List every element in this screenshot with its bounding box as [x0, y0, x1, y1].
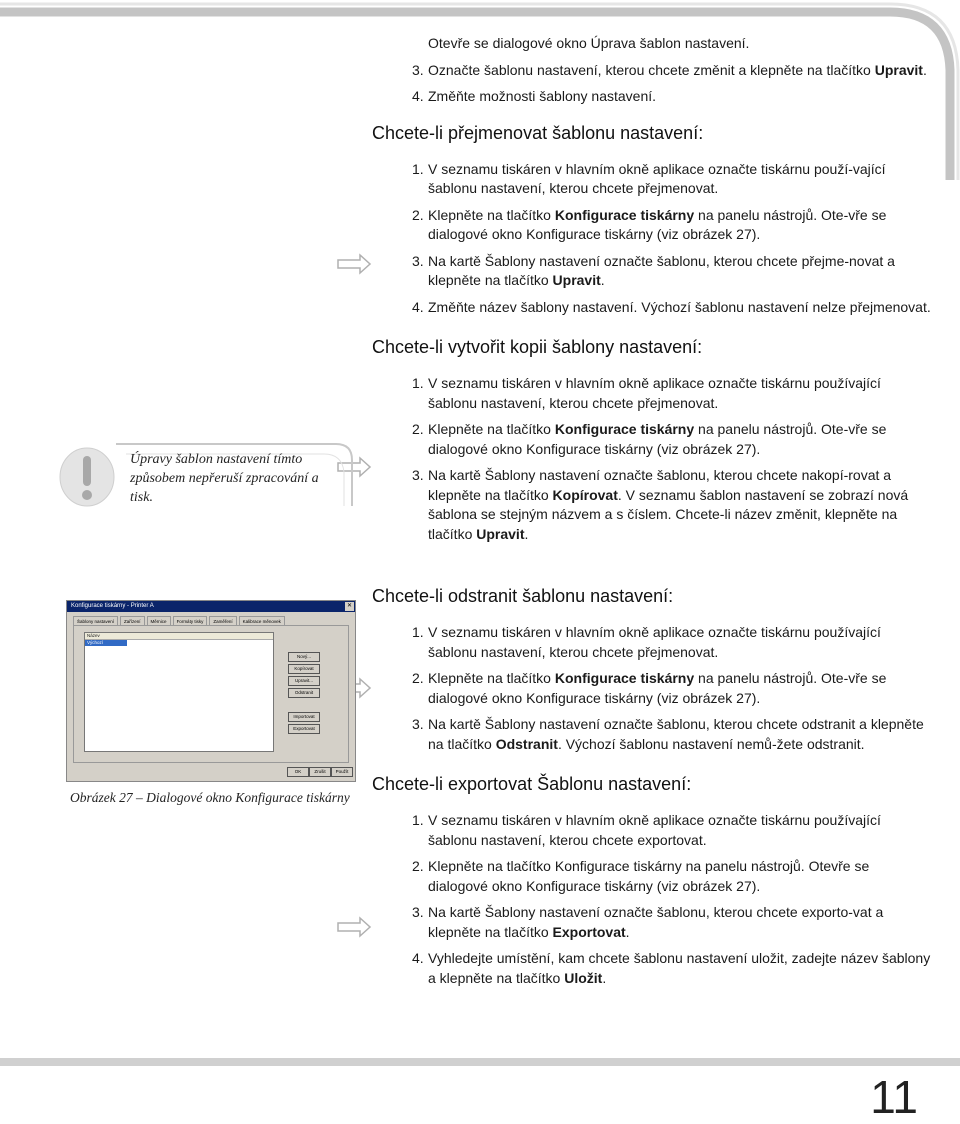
list-item [372, 34, 932, 54]
dialog-button[interactable]: Kopírovat [288, 664, 320, 674]
bottom-rule [0, 1058, 960, 1066]
warning-icon [58, 446, 116, 508]
list-item [372, 623, 932, 662]
step-number: 1. [412, 624, 424, 640]
heading-rename: Chcete-li přejmenovat šablonu nastavení: [372, 122, 704, 143]
dialog-tab[interactable]: Zaměření [209, 616, 236, 625]
step-text: Změňte možnosti šablony nastavení. [428, 88, 657, 104]
button-name: Upravit [552, 272, 601, 288]
printer-config-dialog-screenshot [66, 600, 356, 782]
button-name: Exportovat [552, 923, 626, 940]
button-name: Uložit [564, 969, 603, 986]
step-text: na panelu nástrojů. Ote-vře se dialogové okno Konfigurace tiskárny (viz obrázek 27). [428, 421, 887, 457]
step-number: 2. [412, 206, 424, 223]
page-number: 11 [870, 1071, 918, 1123]
step-text: . Výchozí šablonu nastavení nemů-žete odstranit. [557, 735, 865, 752]
list-item [372, 160, 932, 199]
step-text: na panelu nástrojů. Ote-vře se dialogové okno Konfigurace tiskárny (viz obrázek 27). [428, 206, 887, 242]
step-text: . [922, 61, 927, 78]
step-text: Klepněte na tlačítko Konfigurace tiskárny na panelu nástrojů. Otevře se dialogové okno Konfigurace tiskárny (viz obrázek 27). [428, 858, 870, 894]
step-text: . [625, 923, 630, 940]
step-number: 1. [412, 160, 424, 177]
step-text: V seznamu tiskáren v hlavním okně aplikace označte tiskárnu používající šablonu nastavení, kterou chcete exportovat. [428, 812, 881, 848]
list-item [372, 420, 932, 459]
step-text: Na kartě Šablony nastavení označte šablonu, kterou chcete exporto-vat a klepněte na tlačítko [428, 904, 884, 940]
step-text: Vyhledejte umístění, kam chcete šablonu nastavení uložit, zadejte název šablony a klepněte na tlačítko [428, 950, 931, 986]
step-number: 1. [412, 812, 424, 828]
dialog-tab[interactable]: Zařízení [120, 616, 145, 625]
list-item [372, 715, 932, 754]
step-text: Klepněte na tlačítko [428, 421, 555, 437]
list-item [372, 61, 932, 81]
step-text: Na kartě Šablony nastavení označte šablonu, kterou chcete nakopí-rovat a klepněte na tlačítko [428, 467, 892, 503]
step-number: 2. [412, 858, 424, 874]
step-text: Změňte název šablony nastavení. Výchozí šablonu nastavení nelze přejmenovat. [428, 298, 931, 315]
dialog-bottom-button[interactable]: Zrušit [309, 767, 331, 777]
dialog-bottom-button[interactable]: Použít [331, 767, 353, 777]
dialog-tab[interactable]: Kalibrace měnovek [239, 616, 285, 625]
step-text: Na kartě Šablony nastavení označte šablonu, kterou chcete přejme-novat a klepněte na tlačítko [428, 252, 895, 288]
dialog-title: Konfigurace tiskárny - Printer A [67, 601, 355, 612]
step-text: . V seznamu šablon nastavení se zobrazí nová šablona se stejným názvem a s číslem. Chcete-li název změnit, klepněte na tlačítko [428, 486, 909, 542]
list-item [372, 87, 932, 107]
list-item [372, 374, 932, 413]
step-number: 3. [412, 716, 424, 732]
step-text: Klepněte na tlačítko [428, 670, 555, 686]
list-header: Název [85, 633, 273, 640]
dialog-button[interactable]: Odstranit [288, 688, 320, 698]
button-name: Odstranit [495, 735, 558, 752]
button-name: Upravit [476, 525, 525, 542]
step-text: . [602, 969, 607, 986]
list-item [372, 252, 932, 291]
dialog-button[interactable]: Upravit... [288, 676, 320, 686]
list-item [372, 206, 932, 245]
step-text: . [600, 272, 605, 288]
step-text: Otevře se dialogové okno Úprava šablon nastavení. [428, 35, 750, 51]
button-name: Konfigurace tiskárny [554, 206, 695, 223]
step-text: Na kartě Šablony nastavení označte šablonu, kterou chcete odstranit a klepněte na tlačítko [428, 716, 924, 752]
dialog-button[interactable]: Exportovat [288, 724, 320, 734]
heading-delete: Chcete-li odstranit šablonu nastavení: [372, 586, 674, 606]
dialog-tab[interactable]: Měrnice [147, 616, 171, 625]
step-text: na panelu nástrojů. Ote-vře se dialogové okno Konfigurace tiskárny (viz obrázek 27). [428, 670, 887, 706]
dialog-tab[interactable]: Šablony nastavení [73, 616, 118, 625]
list-item [372, 811, 932, 850]
note-text: Úpravy šablon nastavení tímto způsobem nepřeruší zpracování a tisk. [130, 452, 319, 505]
dialog-panel [73, 625, 349, 763]
figure-caption: Obrázek 27 – Dialogové okno Konfigurace tiskárny [70, 790, 350, 805]
step-text: Klepněte na tlačítko [428, 206, 555, 223]
list-item [372, 298, 932, 318]
step-number: 3. [412, 467, 424, 483]
template-list [84, 632, 274, 752]
heading-copy: Chcete-li vytvořit kopii šablony nastavení: [372, 337, 703, 357]
step-number: 3. [412, 61, 424, 78]
list-item [372, 669, 932, 708]
step-text: Označte šablonu nastavení, kterou chcete změnit a klepněte na tlačítko [428, 61, 875, 78]
close-icon: ✕ [346, 603, 353, 609]
step-number: 1. [412, 375, 424, 391]
step-text: V seznamu tiskáren v hlavním okně aplikace označte tiskárnu používající šablonu nastavení, kterou chcete přejmenovat. [428, 624, 881, 660]
step-text: . [524, 525, 529, 542]
dialog-button[interactable]: Nový... [288, 652, 320, 662]
step-number: 4. [412, 88, 424, 104]
main-content [372, 34, 932, 995]
step-number: 4. [412, 950, 424, 966]
button-name: Konfigurace tiskárny [554, 670, 695, 686]
step-number: 2. [412, 421, 424, 437]
step-number: 4. [412, 298, 424, 315]
step-number: 3. [412, 904, 424, 920]
list-item [372, 857, 932, 896]
list-item [372, 466, 932, 544]
step-number: 2. [412, 670, 424, 686]
button-name: Konfigurace tiskárny [554, 421, 695, 437]
step-text: V seznamu tiskáren v hlavním okně aplikace označte tiskárnu použí-vající šablonu nastavení, kterou chcete přejmenovat. [428, 160, 886, 196]
list-item [372, 903, 932, 942]
list-item [372, 949, 932, 988]
button-name: Kopírovat [552, 486, 618, 503]
heading-export: Chcete-li exportovat Šablonu nastavení: [372, 774, 692, 794]
button-name: Upravit [874, 61, 923, 78]
dialog-bottom-button[interactable]: OK [287, 767, 309, 777]
arrow-icon [336, 252, 372, 276]
arrow-icon [336, 915, 372, 939]
list-item: Výchozí [85, 640, 127, 646]
step-text: V seznamu tiskáren v hlavním okně aplikace označte tiskárnu používající šablonu nastavení, kterou chcete přejmenovat. [428, 375, 881, 411]
dialog-tab[interactable]: Formáty tisky [173, 616, 208, 625]
dialog-button[interactable]: Importovat [288, 712, 320, 722]
step-number: 3. [412, 252, 424, 269]
